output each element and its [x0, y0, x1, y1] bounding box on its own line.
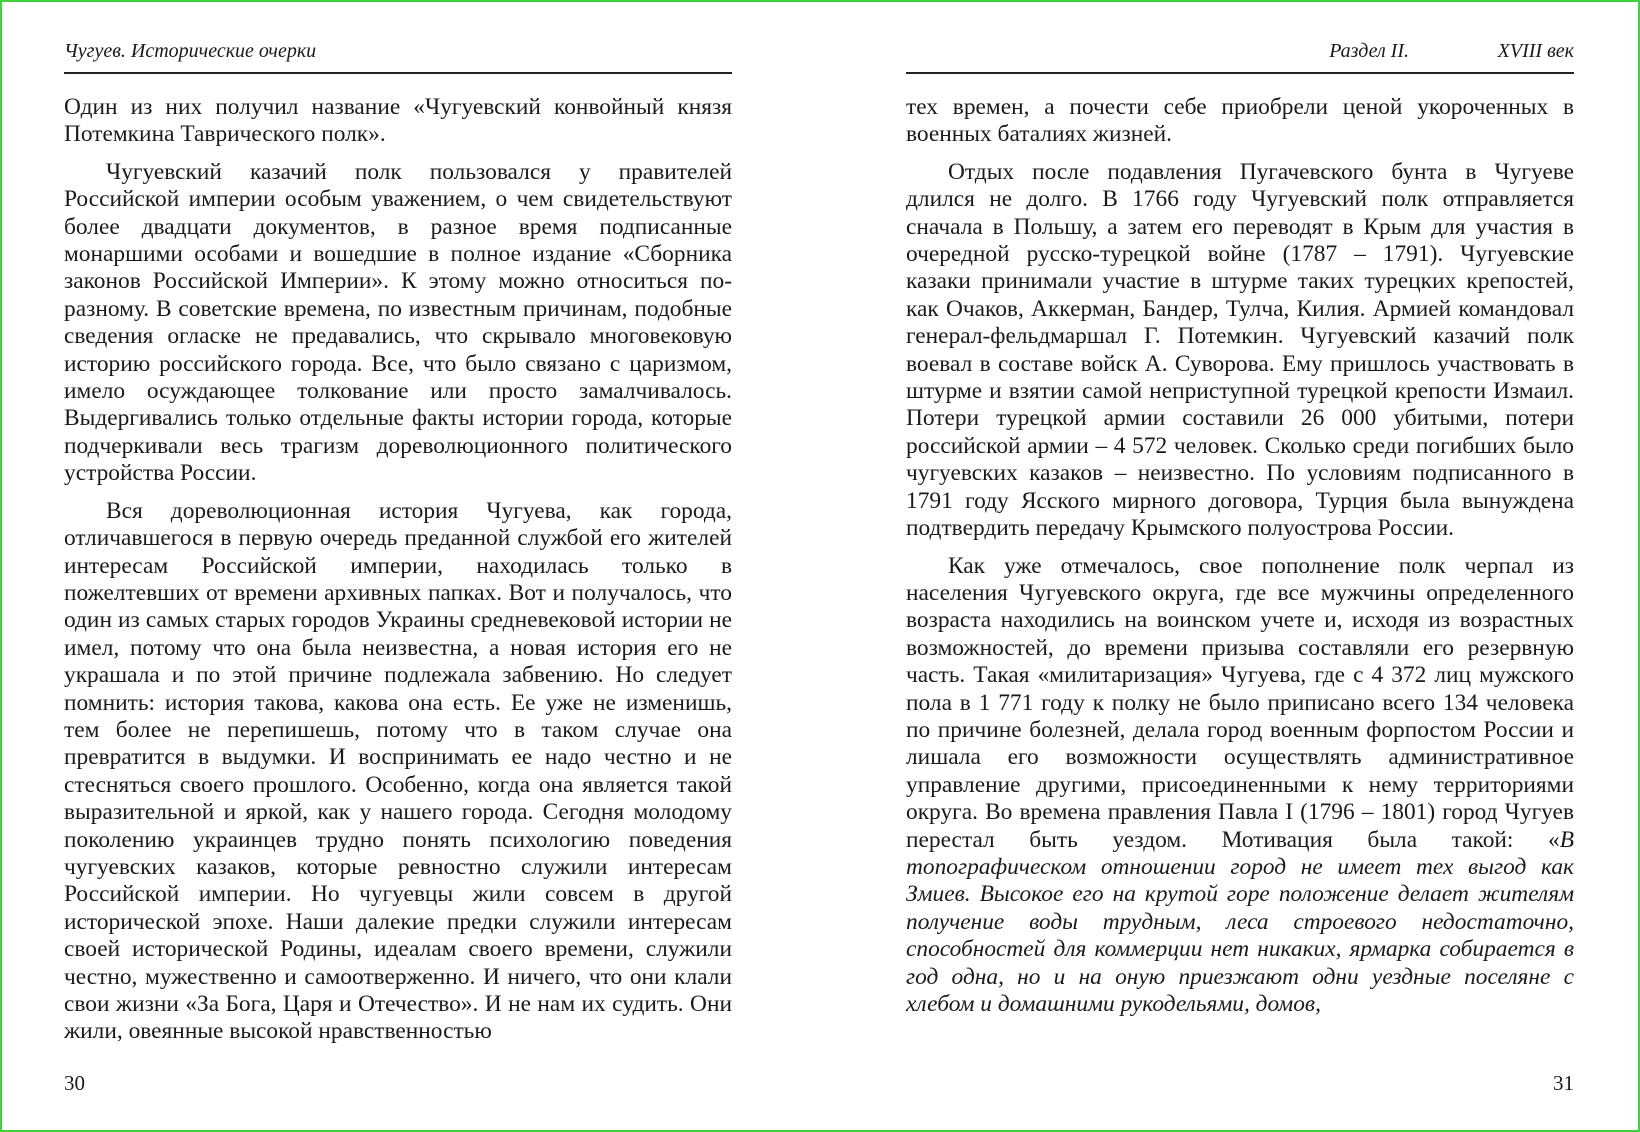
paragraph: Чугуевский казачий полк пользовался у правителей Российской империи особым уважением, о чем свидетельствуют более двадцати документов, в разное время подписанные монаршими особами и вошедшие в полное издание «Сборника законов Российской Империи». К этому можно относиться по-разному. В советские времена, по известным причинам, подобные сведения огласке не предавались, что скрывало многовековую историю российского города. Все, что было связано с царизмом, имело осуждающее толкование или просто замалчивалось. Выдергивались только отдельные факты истории города, которые подчеркивали весь трагизм дореволюционного политического устройства России.: [64, 158, 732, 487]
left-page-text: [64, 94, 732, 1046]
page-number: 31: [1553, 1071, 1574, 1095]
header-rule: [64, 72, 732, 74]
right-running-header: [906, 38, 1574, 64]
paragraph-text: Как уже отмечалось, свое пополнение полк черпал из населения Чугуевского округа, где все мужчины определенного возраста находились на воинском учете и, исходя из возрастных возможностей, до времени призыва составляли его резервную часть. Такая «милитаризация» Чугуева, где с 4 372 лиц мужского пола в 1 771 году к полку не было приписано всего 134 человека по причине болезней, делала город военным форпостом России и лишала его возможности осуществлять административное управление другими, присоединенными к нему территориями округа. Во времена правления Павла I (1796 – 1801) город Чугуев перестал быть уездом. Мотивация была такой: «: [906, 552, 1574, 853]
paragraph: Один из них получил название «Чугуевский конвойный князя Потемкина Таврического полк».: [64, 94, 732, 148]
right-page-text: [906, 94, 1574, 1018]
left-running-header: [64, 38, 732, 64]
paragraph: тех времен, а почести себе приобрели ценой укороченных в военных баталиях жизней.: [906, 94, 1574, 148]
paragraph: Вся дореволюционная история Чугуева, как города, отличавшегося в первую очередь преданной службой его жителей интересам Российской империи, находилась только в пожелтевших от времени архивных папках. Вот и получалось, что один из самых старых городов Украины средневековой истории не имел, потому что она была неизвестна, а новая история его не украшала и по этой причине подлежала забвению. Но следует помнить: история такова, какова она есть. Ее уже не изменишь, тем более не перепишешь, потому что в таком случае она превратится в выдумки. И воспринимать ее надо честно и не стесняться своего прошлого. Особенно, когда она является такой выразительной и яркой, как у нашего города. Сегодня молодому поколению украинцев трудно понять психологию поведения чугуевских казаков, которые ревностно служили интересам Российской империи. Но чугуевцы жили совсем в другой исторической эпохе. Наши далекие предки служили интересам своей исторической Родины, идеалам своего времени, служили честно, мужественно и самоотверженно. И ничего, что они клали свои жизни «За Бога, Царя и Отечество». И не нам их судить. Они жили, овеянные высокой нравственностью: [64, 497, 732, 1045]
left-page: [64, 2, 732, 1130]
paragraph: [906, 553, 1574, 1019]
right-page: [906, 2, 1574, 1130]
century-header: XVIII век: [1497, 40, 1574, 62]
section-header: Раздел II.: [1329, 40, 1409, 62]
italic-quote: В топографическом отношении город не имеет тех выгод как Змиев. Высокое его на крутой горе положение делает жителям получение воды трудным, леса строевого недостаточно, способностей для коммерции нет никаких, ярмарка собирается в год одна, но и на оную приезжают одни уездные поселяне с хлебом и домашними рукодельями, домов,: [906, 826, 1574, 1017]
book-title-header: Чугуев. Исторические очерки: [64, 40, 317, 62]
page-number: 30: [64, 1071, 85, 1095]
paragraph: Отдых после подавления Пугачевского бунта в Чугуеве длился не долго. В 1766 году Чугуевский полк отправляется сначала в Польшу, а затем его переводят в Крым для участия в очередной русско-турецкой войне (1787 – 1791). Чугуевские казаки принимали участие в штурме таких турецких крепостей, как Очаков, Аккерман, Бандер, Тулча, Килия. Армией командовал генерал-фельдмаршал Г. Потемкин. Чугуевский казачий полк воевал в составе войск А. Суворова. Ему пришлось участвовать в штурме и взятии самой неприступной турецкой крепости Измаил. Потери турецкой армии составили 26 000 убитыми, потери российской армии – 4 572 человек. Сколько среди погибших было чугуевских казаков – неизвестно. По условиям подписанного в 1791 году Ясского мирного договора, Турция была вынуждена подтвердить передачу Крымского полуострова России.: [906, 158, 1574, 542]
header-rule: [906, 72, 1574, 74]
